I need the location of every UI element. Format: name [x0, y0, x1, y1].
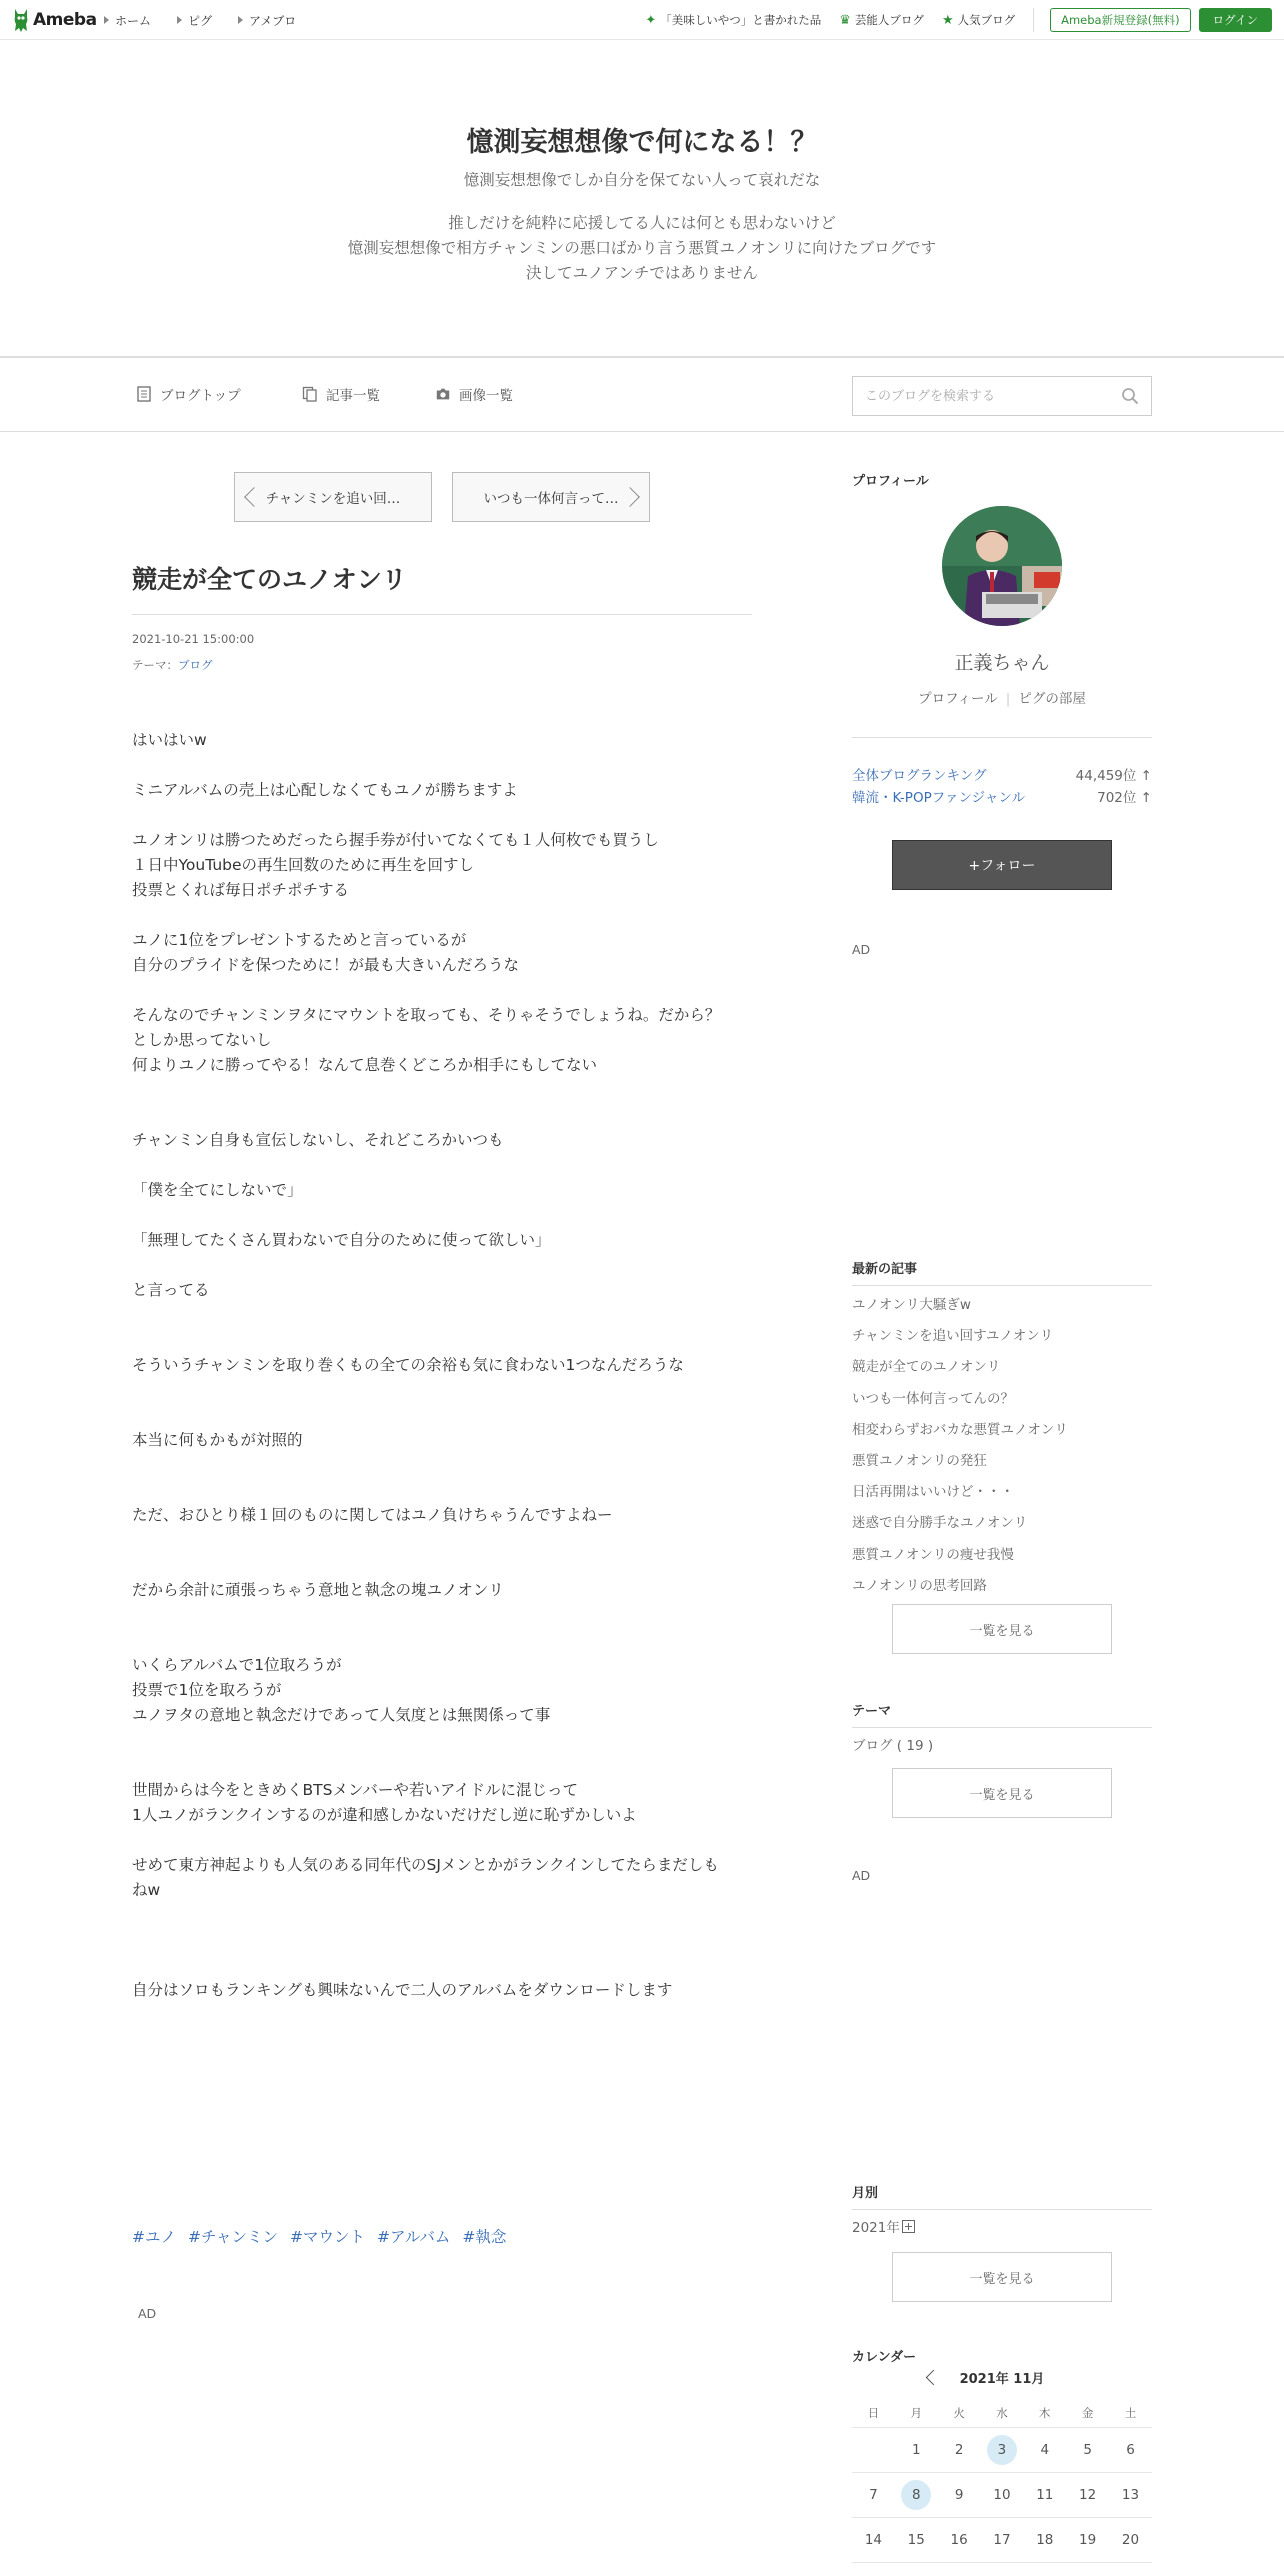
ranking-row	[852, 764, 1152, 784]
chevron-left-icon	[244, 487, 264, 507]
calendar-day: 4	[1040, 2442, 1050, 2458]
calendar-grid	[852, 2398, 1152, 2563]
calendar-weekday: 土	[1124, 2405, 1137, 2420]
register-button[interactable]: Ameba新規登録(無料)	[1050, 8, 1190, 32]
nav-ameblo-label: アメブロ	[249, 13, 297, 28]
entry-theme-link[interactable]: ブログ	[178, 658, 213, 672]
avatar-image	[942, 506, 1062, 626]
blog-nav	[0, 358, 1284, 432]
prev-entry-button[interactable]	[234, 472, 432, 522]
images-link[interactable]	[435, 384, 513, 404]
popular-blog-label: 人気ブログ	[957, 13, 1016, 27]
calendar-week-row	[852, 2518, 1152, 2563]
blog-description-line: 推しだけを純粋に応援してる人には何とも思わないけど	[448, 214, 836, 232]
calendar-day: 17	[993, 2532, 1011, 2548]
entry-body-line: 「無理してたくさん買わないで自分のために使って欲しい」	[132, 1231, 551, 1249]
entry-body-line	[132, 1728, 752, 1753]
entry-body-line	[132, 1153, 752, 1178]
nav-ameblo[interactable]	[238, 12, 296, 29]
entry-body-line: ユノヲタの意地と執念だけであって人気度とは無関係って事	[132, 1706, 551, 1724]
calendar-weekday: 水	[996, 2405, 1008, 2420]
entry-body	[132, 728, 752, 2003]
follow-button[interactable]: +フォロー	[892, 840, 1112, 890]
triangle-right-icon	[238, 16, 243, 24]
calendar-weekday: 火	[953, 2405, 965, 2420]
divider	[1033, 8, 1034, 32]
recent-entry-link[interactable]: 悪質ユノオンリの痩せ我慢	[852, 1546, 1014, 1563]
calendar-month: 2021年 11月	[959, 2372, 1045, 2387]
crown-icon: ♛	[839, 12, 851, 28]
global-header	[0, 0, 1284, 40]
profile-heading: プロフィール	[852, 474, 929, 489]
recent-entry-link[interactable]: 迷惑で自分勝手なユノオンリ	[852, 1515, 1028, 1532]
sparkle-icon: ✦	[645, 12, 657, 28]
entry-body-line: 自分はソロもランキングも興味ないんで二人のアルバムをダウンロードします	[132, 1981, 673, 1999]
entry-title: 競走が全てのユノオンリ	[132, 560, 752, 615]
entry-body-line	[132, 1953, 752, 1978]
chevron-right-icon	[620, 487, 640, 507]
calendar-day: 5	[1083, 2442, 1092, 2458]
entry-body-line	[132, 1628, 752, 1653]
ameba-logo[interactable]	[12, 6, 97, 34]
entry-body-line	[132, 1328, 752, 1353]
camera-icon	[435, 386, 451, 402]
monthly-more-button[interactable]: 一覧を見る	[892, 2252, 1112, 2302]
entry-body-line: 本当に何もかもが対照的	[132, 1431, 303, 1449]
recent-entry-link[interactable]: 日活再開はいいけど・・・	[852, 1484, 1014, 1501]
nav-home-label: ホーム	[115, 13, 152, 28]
search-icon[interactable]	[1121, 387, 1139, 405]
entry-body-line	[132, 753, 752, 778]
ad-label: AD	[852, 942, 871, 957]
calendar-day: 19	[1079, 2532, 1097, 2548]
logo-text: Ameba	[33, 10, 97, 30]
calendar-day: 12	[1079, 2487, 1097, 2503]
calendar-heading: カレンダー	[852, 2350, 917, 2365]
entry-body-line: そんなのでチャンミンヲタにマウントを取っても、そりゃそうでしょうね。だから？	[132, 1006, 721, 1024]
blog-top-label: ブログトップ	[160, 388, 241, 404]
global-header-right	[627, 0, 1272, 40]
entry-body-line: 投票で1位を取ろうが	[132, 1681, 282, 1699]
recent-more-button[interactable]: 一覧を見る	[892, 1604, 1112, 1654]
entry-date: 2021-10-21 15:00:00	[132, 632, 255, 646]
entry-body-line: せめて東方神起よりも人気のある同年代のSJメンとかがランクインしてたらまだしも	[132, 1856, 719, 1874]
calendar-weekday: 木	[1039, 2405, 1051, 2420]
blog-search-box	[852, 376, 1152, 416]
recent-entry-link[interactable]: 悪質ユノオンリの発狂	[852, 1452, 987, 1469]
entry-body-line	[132, 1078, 752, 1103]
entry-body-line	[132, 978, 752, 1003]
expand-plus-icon[interactable]	[902, 2220, 915, 2233]
entry-body-line: だから余計に頑張っちゃう意地と執念の塊ユノオンリ	[132, 1581, 504, 1599]
entries-link[interactable]	[302, 384, 380, 404]
blog-search-input[interactable]	[853, 377, 1121, 415]
calendar-day: 1	[911, 2442, 921, 2458]
calendar-day: 20	[1121, 2532, 1140, 2548]
hashtag-link[interactable]: #チャンミン	[188, 2228, 279, 2246]
entry-body-line	[132, 1303, 752, 1328]
blog-subtitle: 憶測妄想想像でしか自分を保てない人って哀れだな	[463, 171, 821, 189]
entry-body-line: ユノオンリは勝つためだったら握手券が付いてなくても１人何枚でも買うし	[132, 831, 659, 849]
calendar-day: 15	[907, 2532, 925, 2548]
entry-body-line: と言ってる	[132, 1281, 210, 1299]
entry-body-line: はいはいw	[132, 731, 207, 749]
calendar-weekday: 月	[910, 2405, 923, 2420]
nav-pigg[interactable]	[177, 12, 212, 29]
recent-entry-link[interactable]: 競走が全てのユノオンリ	[852, 1359, 1001, 1376]
calendar-weekday: 金	[1081, 2405, 1094, 2420]
entry-body-line: ただ、おひとり様１回のものに関してはユノ負けちゃうんですよねー	[132, 1506, 613, 1524]
entry-body-line: ねw	[132, 1881, 161, 1899]
recent-entry-link[interactable]: 相変わらずおバカな悪質ユノオンリ	[852, 1421, 1068, 1438]
calendar-day: 2	[954, 2442, 964, 2458]
login-button[interactable]: ログイン	[1199, 8, 1272, 32]
prev-entry-label: チャンミンを追い回…	[265, 491, 401, 507]
next-entry-label: いつも一体何言って…	[483, 491, 619, 507]
calendar-day: 11	[1036, 2487, 1054, 2503]
entry-body-line	[132, 1253, 752, 1278]
recent-entry-link[interactable]: ユノオンリ大騒ぎw	[852, 1297, 971, 1313]
celebrity-blog-link[interactable]	[839, 12, 924, 28]
ranking-label[interactable]: 韓流・K-POPファンジャンル	[852, 790, 1025, 806]
hashtag-link[interactable]: #アルバム	[377, 2228, 451, 2246]
entry-body-line	[132, 1828, 752, 1853]
ranking-row	[852, 786, 1152, 806]
ranking-label[interactable]: 全体ブログランキング	[852, 768, 987, 784]
entry-body-line	[132, 1928, 752, 1953]
entries-label: 記事一覧	[326, 388, 380, 404]
calendar-day: 9	[954, 2487, 964, 2503]
blog-description	[0, 211, 1284, 286]
entry-body-line: そういうチャンミンを取り巻くもの全ての余裕も気に食わない1つなんだろうな	[132, 1356, 684, 1374]
monthly-item-label: 2021年	[852, 2220, 900, 2236]
hashtag-list	[132, 2225, 506, 2247]
entry-body-line	[132, 1378, 752, 1403]
entry-body-line	[132, 1528, 752, 1553]
calendar-day[interactable]	[895, 2473, 938, 2517]
recent-entries-heading: 最新の記事	[852, 1258, 1152, 1286]
ad-label: AD	[852, 1868, 871, 1883]
entry-body-line: １日中YouTubeの再生回数のために再生を回すし	[132, 856, 475, 874]
profile-name: 正義ちゃん	[954, 652, 1050, 674]
recent-entry-link[interactable]: いつも一体何言ってんの？	[852, 1390, 1014, 1407]
blog-description-line: 決してユノアンチではありません	[526, 264, 758, 282]
star-icon: ★	[941, 12, 954, 28]
entry-body-line	[132, 1903, 752, 1928]
document-icon	[136, 386, 152, 402]
entry-body-line: 自分のプライドを保つために！が最も大きいんだろうな	[132, 956, 520, 974]
entry-body-line	[132, 1478, 752, 1503]
ameba-mascot-icon	[12, 7, 30, 33]
calendar-day: 18	[1036, 2532, 1054, 2548]
monthly-heading: 月別	[852, 2182, 1152, 2210]
calendar-day: 14	[864, 2532, 883, 2548]
entry-body-line	[132, 1203, 752, 1228]
entry-body-line: としか思ってないし	[132, 1031, 272, 1049]
calendar-day-link[interactable]: 3	[987, 2435, 1017, 2465]
ranking-value: 702位 ↑	[1097, 790, 1152, 806]
hashtag-link[interactable]: #ユノ	[132, 2228, 176, 2246]
calendar-day: 7	[869, 2487, 878, 2503]
calendar-weekday: 日	[867, 2405, 880, 2420]
separator: |	[1005, 691, 1011, 707]
ranking-value: 44,459位 ↑	[1075, 768, 1152, 784]
calendar-day-link[interactable]: 8	[901, 2480, 931, 2510]
profile-links	[852, 687, 1152, 707]
blog-description-line: 憶測妄想想像で相方チャンミンの悪口ばかり言う悪質ユノオンリに向けたブログです	[347, 239, 937, 257]
calendar-week-row	[852, 2428, 1152, 2473]
calendar-day: 10	[993, 2487, 1011, 2503]
celebrity-blog-label: 芸能人ブログ	[854, 13, 924, 27]
entry-body-line	[132, 1553, 752, 1578]
calendar-day: 6	[1126, 2442, 1135, 2458]
entry-body-line	[132, 1453, 752, 1478]
entry-body-line: ユノに1位をプレゼントするためと言っているが	[132, 931, 467, 949]
recent-entry-link[interactable]: チャンミンを追い回すユノオンリ	[852, 1328, 1054, 1345]
divider	[852, 737, 1152, 738]
entry-theme	[132, 657, 213, 673]
entry-body-line: 世間からは今をときめくBTSメンバーや若いアイドルに混じって	[132, 1781, 578, 1799]
entry-body-line: 1人ユノがランクインするのが違和感しかないだけだし逆に恥ずかしいよ	[132, 1806, 637, 1824]
entry-body-line: 「僕を全てにしないで」	[132, 1181, 303, 1199]
recent-entry-link[interactable]: ユノオンリの思考回路	[852, 1577, 987, 1594]
ad-label: AD	[138, 2306, 157, 2321]
theme-item[interactable]: ブログ ( 19 )	[852, 1738, 934, 1754]
entry-body-line: 投票とくれば毎日ポチポチする	[132, 881, 350, 899]
calendar-day	[852, 2428, 895, 2472]
entry-body-line	[132, 1403, 752, 1428]
theme-heading: テーマ	[852, 1700, 1152, 1728]
theme-more-button[interactable]: 一覧を見る	[892, 1768, 1112, 1818]
monthly-item[interactable]	[852, 2216, 915, 2236]
entry-body-line: 何よりユノに勝ってやる！なんて息巻くどころか相手にもしてない	[132, 1056, 598, 1074]
next-entry-button[interactable]	[452, 472, 650, 522]
hashtag-link[interactable]: #執念	[462, 2228, 507, 2246]
trend-link[interactable]	[645, 12, 821, 28]
copy-icon	[302, 386, 318, 402]
hashtag-link[interactable]: #マウント	[290, 2228, 366, 2246]
triangle-right-icon	[104, 16, 109, 24]
global-nav	[104, 0, 322, 40]
entry-body-line	[132, 1753, 752, 1778]
blog-top-link[interactable]	[136, 384, 241, 404]
calendar-day: 13	[1121, 2487, 1140, 2503]
recent-entries-list	[852, 1290, 1152, 1602]
entry-body-line	[132, 1103, 752, 1128]
calendar-nav	[852, 2368, 1152, 2388]
entry-body-line	[132, 803, 752, 828]
blog-title[interactable]: 憶測妄想想像で何になる！？	[466, 127, 818, 158]
calendar-weekday-row	[852, 2398, 1152, 2428]
entry-body-line	[132, 903, 752, 928]
entry-body-line: ミニアルバムの売上は心配しなくてもユノが勝ちますよ	[132, 781, 518, 799]
pigg-room-link[interactable]: ピグの部屋	[1018, 691, 1086, 707]
triangle-right-icon	[177, 16, 182, 24]
calendar-day[interactable]	[981, 2428, 1024, 2472]
popular-blog-link[interactable]	[942, 12, 1015, 28]
nav-home[interactable]	[104, 12, 151, 29]
blog-header	[0, 40, 1284, 358]
entry-theme-prefix: テーマ：	[132, 658, 178, 672]
images-label: 画像一覧	[459, 388, 513, 404]
entry-pager	[234, 472, 650, 522]
calendar-week-row	[852, 2473, 1152, 2518]
entry-body-line: チャンミン自身も宣伝しないし、それどころかいつも	[132, 1131, 504, 1149]
trend-link-label: 「美味しいやつ」と書かれた品	[660, 13, 822, 27]
avatar[interactable]	[942, 506, 1062, 626]
calendar-day: 16	[950, 2532, 968, 2548]
profile-link[interactable]: プロフィール	[918, 691, 998, 707]
nav-pigg-label: ピグ	[188, 13, 213, 28]
entry-body-line: いくらアルバムで1位取ろうが	[132, 1656, 342, 1674]
entry-body-line	[132, 1603, 752, 1628]
